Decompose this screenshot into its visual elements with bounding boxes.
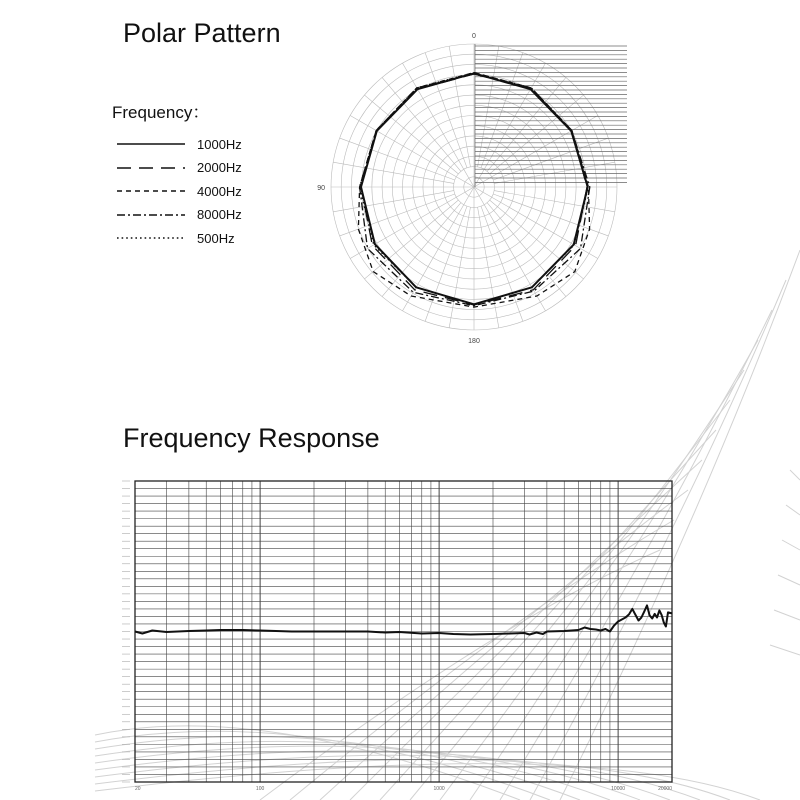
legend-swatch [117,188,185,194]
fr-x-tick-label: 20 [135,786,141,792]
legend-swatch [117,141,185,147]
frequency-response-title: Frequency Response [123,423,380,453]
legend-item [117,228,235,248]
polar-angle-label: 180 [468,338,480,345]
polar-pattern-chart [317,32,630,345]
fr-x-tick-label: 10000 [611,786,626,792]
frequency-response-chart [110,474,682,796]
legend-label: 2000Hz [197,160,242,175]
polar-angle-label: 90 [317,185,325,192]
legend-label: 500Hz [197,230,235,246]
fr-x-tick-label: 100 [255,786,265,792]
legend-item [117,134,242,154]
legend-label: 1000Hz [197,136,242,152]
legend-item [117,205,242,225]
fr-x-tick-label: 1000 [433,786,445,792]
fr-response-curve [135,605,672,634]
legend-item [117,181,242,201]
polar-grid [331,44,617,330]
legend-swatch [117,165,185,171]
polar-pattern-title: Polar Pattern [123,18,281,48]
fr-x-tick-label: 20000 [658,786,672,792]
legend-swatch [117,235,185,241]
polar-hatch [475,44,627,187]
polar-angle-label: 0 [472,33,476,40]
legend-swatch [117,212,185,218]
fr-y-ticks [122,481,130,782]
legend-item [117,158,242,178]
legend-label: 4000Hz [197,183,242,199]
legend-label: 8000Hz [197,207,242,222]
legend-title: Frequency： [112,103,210,122]
